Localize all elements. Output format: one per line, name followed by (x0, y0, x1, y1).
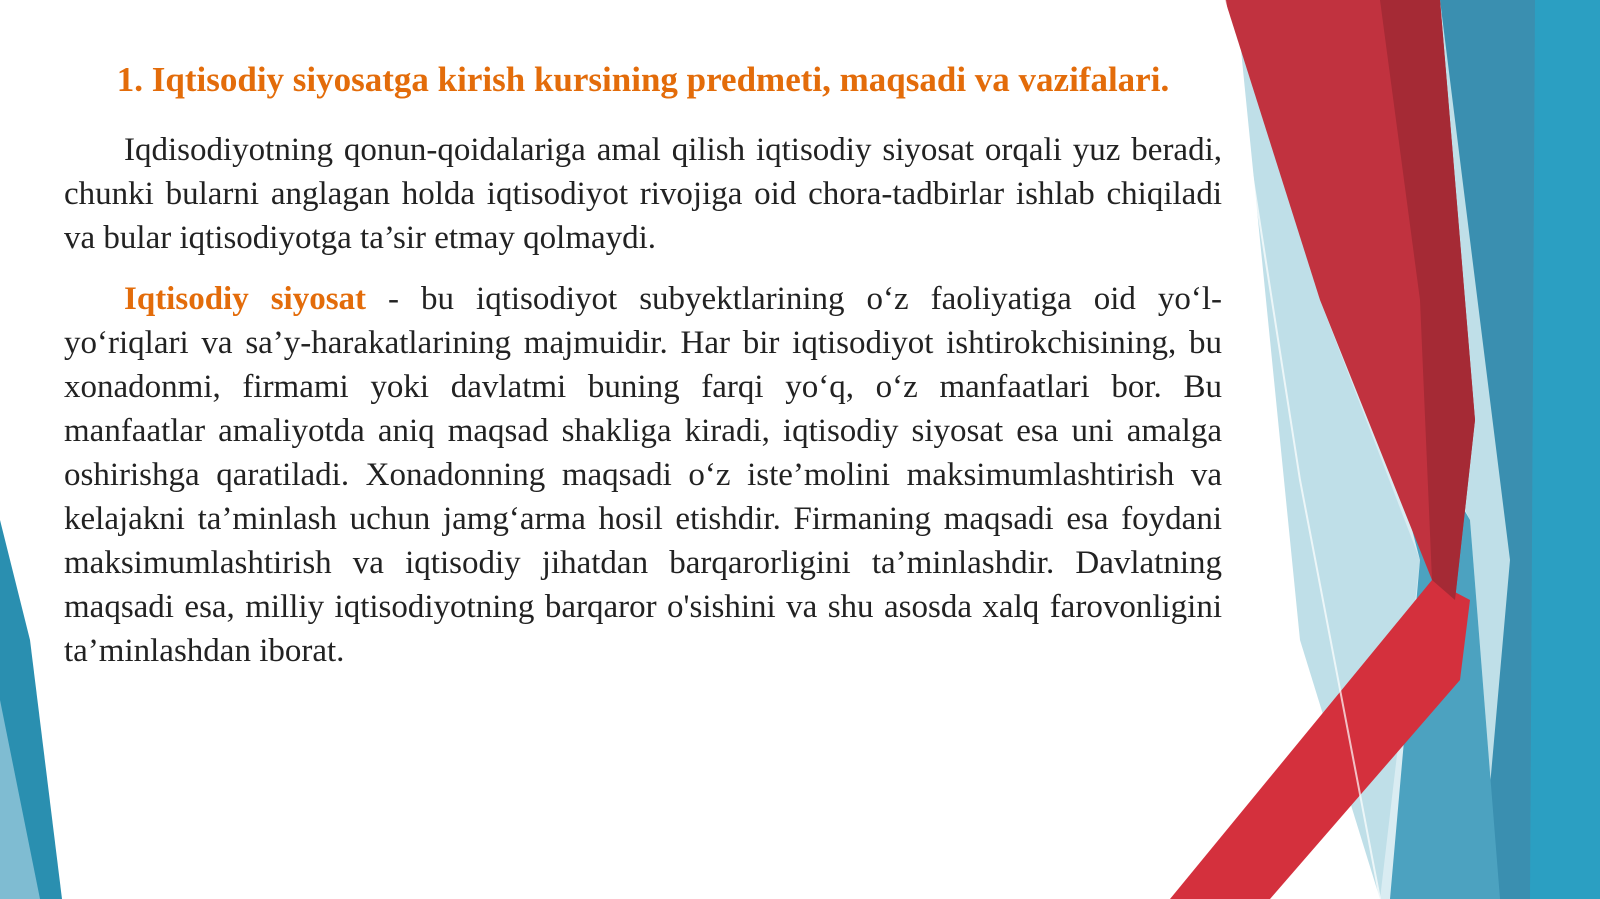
text-content (64, 56, 1222, 673)
paragraph-2 (64, 277, 1222, 673)
highlighted-term: Iqtisodiy siyosat (124, 281, 367, 317)
paragraph-1: Iqdisodiyotning qonun-qoidalariga amal qilish iqtisodiy siyosat orqali yuz beradi, chunki bularni anglagan holda iqtisodiyot rivojiga oid chora-tadbirlar ishlab chiqiladi va bular iqtisodiyotga ta’sir etmay qolmaydi. (64, 132, 1222, 256)
slide-title: 1. Iqtisodiy siyosatga kirish kursining predmeti, maqsadi va vazifalari. (116, 60, 1170, 99)
paragraph-2-text: - bu iqtisodiyot subyektlarining o‘z faoliyatiga oid yo‘l-yo‘riqlari va sa’y-harakatlarining majmuidir. Har bir iqtisodiyot ishtirokchisining, bu xonadonmi, firmami yoki davlatmi buning farqi yo‘q, o‘z manfaatlari bor. Bu manfaatlar amaliyotda aniq maqsad shakliga kiradi, iqtisodiy siyosat esa uni amalga oshirishga qaratiladi. Xonadonning maqsadi o‘z iste’molini maksimumlashtirish va kelajakni ta’minlash uchun jamg‘arma hosil etishdir. Firmaning maqsadi esa foydani maksimumlashtirish va iqtisodiy jihatdan barqarorligini ta’minlashdir. Davlatning maqsadi esa, milliy iqtisodiyotning barqaror o'sishini va shu asosda xalq farovonligini ta’minlashdan iborat. (64, 281, 1223, 669)
right-blue-band-front (1530, 0, 1600, 899)
